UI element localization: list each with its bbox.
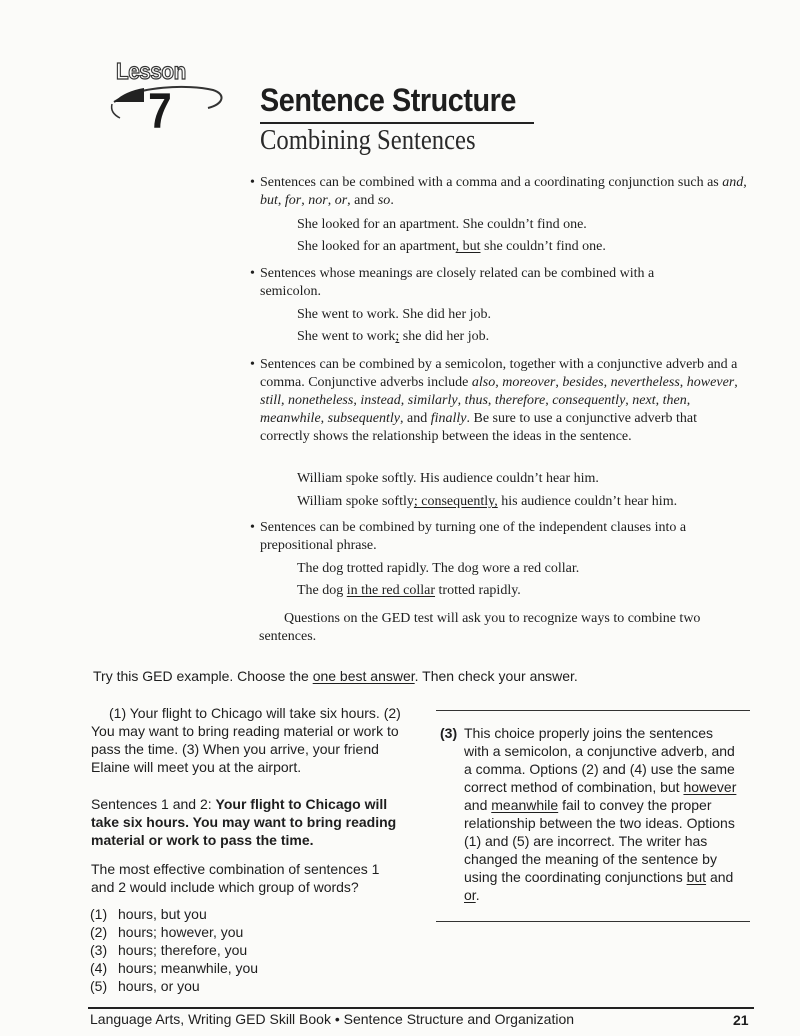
- example-4b: The dog in the red collar trotted rapidly.: [297, 583, 521, 598]
- ged-note: Questions on the GED test will ask you to recognize ways to combine two sentences.: [259, 611, 701, 644]
- lesson-label: Lesson: [116, 58, 186, 84]
- example-2a: She went to work. She did her job.: [297, 307, 492, 322]
- option-1[interactable]: (1) hours, but you: [90, 906, 207, 922]
- option-5[interactable]: (5) hours, or you: [90, 978, 200, 994]
- example-1a: She looked for an apartment. She couldn’t find one.: [297, 217, 587, 232]
- rule-1-text: Sentences can be combined with a comma and a coordinating conjunction such as: [260, 175, 723, 190]
- example-3a: William spoke softly. His audience couldn’t hear him.: [297, 471, 599, 486]
- footer-text: Language Arts, Writing GED Skill Book • Sentence Structure and Organization: [90, 1011, 575, 1027]
- rule-2-text: Sentences whose meanings are closely related can be combined with a semicolon.: [260, 266, 655, 299]
- footer-rule: [88, 1007, 754, 1009]
- example-1b: She looked for an apartment, but she couldn’t find one.: [297, 239, 606, 254]
- rule-3: • Sentences can be combined by a semicolon, together with a conjunctive adverb and a comma. Conjunctive adverbs include also, moreover, besides, nevertheless, however, still, nonetheless, instead, similarly, thus, therefore, consequently, next, then, meanwhile, subsequently, and finally. Be sure to use a conjunctive adverb that correctly shows the relationship between the ideas in the sentence.: [250, 357, 738, 444]
- instruction: Try this GED example. Choose the one best answer. Then check your answer.: [93, 668, 578, 684]
- page-title: Sentence Structure: [260, 82, 516, 118]
- lesson-number: 7: [148, 83, 172, 139]
- question-prompt: The most effective combination of sentences 1 and 2 would include which group of words?: [91, 861, 380, 895]
- rule-4-text: Sentences can be combined by turning one of the independent clauses into a prepositional phrase.: [260, 520, 687, 553]
- page-subtitle: Combining Sentences: [260, 125, 476, 156]
- option-3[interactable]: (3) hours; therefore, you: [90, 942, 248, 958]
- option-2[interactable]: (2) hours; however, you: [90, 924, 244, 940]
- rule-1: • Sentences can be combined with a comma and a coordinating conjunction such as and, but, for, nor, or, and so.: [250, 175, 747, 208]
- answer-bottom-rule: [436, 921, 750, 922]
- answer-number: (3): [440, 725, 458, 741]
- rule-2: • Sentences whose meanings are closely related can be combined with a semicolon.: [250, 265, 690, 301]
- question-stem: Sentences 1 and 2: Your flight to Chicago will take six hours. You may want to bring reading material or work to pass the time.: [91, 796, 397, 848]
- answer-explanation: (3) This choice properly joins the sentences with a semicolon, a conjunctive adverb, and a comma. Options (2) and (4) use the same correct method of combination, but however and meanwhile fail to convey the proper relationship between the two ideas. Options (1) and (5) are incorrect. The writer has changed the meaning of the sentence by using the coordinating conjunctions but and or.: [440, 725, 737, 903]
- option-4[interactable]: (4) hours; meanwhile, you: [90, 960, 259, 976]
- answer-top-rule: [436, 710, 750, 711]
- rule-3-text: Sentences can be combined by a semicolon, together with a conjunctive adverb and a comma. Conjunctive adverbs include: [260, 357, 738, 390]
- passage: (1) Your flight to Chicago will take six hours. (2) You may want to bring reading material or work to pass the time. (3) When you arrive, your friend Elaine will meet you at the airport.: [91, 705, 401, 775]
- example-3b: William spoke softly; consequently, his audience couldn’t hear him.: [297, 494, 678, 509]
- rule-4: • Sentences can be combined by turning one of the independent clauses into a prepositional phrase.: [250, 519, 740, 555]
- page-number: 21: [733, 1012, 749, 1028]
- example-4a: The dog trotted rapidly. The dog wore a red collar.: [297, 561, 580, 576]
- example-2b: She went to work; she did her job.: [297, 329, 490, 344]
